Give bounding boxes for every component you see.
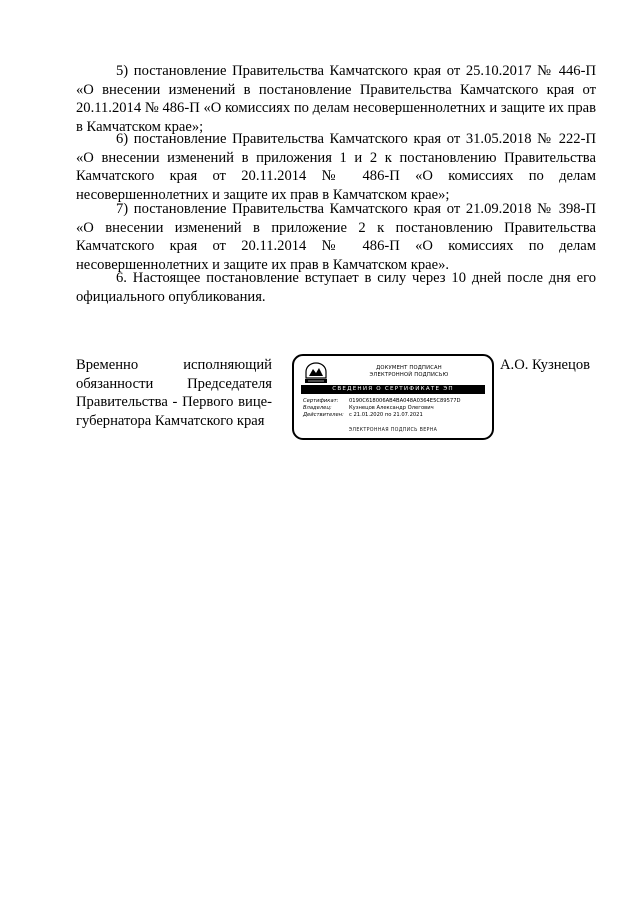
- signatory-title-line: Правительства - Первого вице-: [76, 394, 272, 411]
- stamp-row-validity: [303, 412, 489, 419]
- stamp-value: Кузнецов Александр Олегович: [349, 405, 434, 411]
- stamp-label: Действителен:: [303, 412, 344, 418]
- stamp-details: [303, 398, 489, 419]
- stamp-value: с 21.01.2020 по 21.07.2021: [349, 412, 423, 418]
- stamp-certificate-bar: СВЕДЕНИЯ О СЕРТИФИКАТЕ ЭП: [301, 385, 485, 394]
- signatory-title-line: Временно исполняющий: [76, 357, 272, 373]
- paragraph-item-6: 6) постановление Правительства Камчатского края от 31.05.2018 № 222-П «О внесении изменений в приложения 1 и 2 к постановлению Правительства Камчатского края от 20.11.2014 № 486-П «О комиссиях по делам несовершеннолетних и защите их прав в Камчатском крае»;: [76, 131, 596, 203]
- paragraph-item-5: 5) постановление Правительства Камчатского края от 25.10.2017 № 446-П «О внесении изменений в постановление Правительства Камчатского края от 20.11.2014 № 486-П «О комиссиях по делам несовершеннолетних и защите их прав в Камчатском крае»;: [76, 63, 596, 135]
- signatory-title: [76, 356, 272, 430]
- signatory-name: А.О. Кузнецов: [500, 357, 591, 373]
- stamp-row-owner: [303, 405, 489, 412]
- stamp-header-line2: ЭЛЕКТРОННОЙ ПОДПИСЬЮ: [369, 372, 449, 378]
- stamp-row-certificate: [303, 398, 489, 405]
- stamp-label: Владелец:: [303, 405, 332, 411]
- stamp-header: [334, 365, 484, 379]
- paragraph-item-7: 7) постановление Правительства Камчатского края от 21.09.2018 № 398-П «О внесении изменений в приложение 2 к постановлению Правительства Камчатского края от 20.11.2014 № 486-П «О комиссиях по делам несовершеннолетних и защите их прав в Камчатском крае».: [76, 201, 596, 273]
- signatory-title-line: губернатора Камчатского края: [76, 412, 265, 429]
- signatory-title-line: обязанности Председателя: [76, 375, 272, 392]
- paragraph-clause-6: 6. Настоящее постановление вступает в силу через 10 дней после дня его официального опубликования.: [76, 270, 596, 305]
- stamp-value: 0190C618006AB4BA048A0364E5C89577D: [349, 398, 461, 404]
- stamp-label: Сертификат:: [303, 398, 339, 404]
- stamp-footer: ЭЛЕКТРОННАЯ ПОДПИСЬ ВЕРНА: [348, 428, 438, 433]
- stamp-header-line1: ДОКУМЕНТ ПОДПИСАН: [376, 365, 442, 371]
- coat-of-arms-icon: [303, 362, 329, 384]
- electronic-signature-stamp: [292, 354, 494, 440]
